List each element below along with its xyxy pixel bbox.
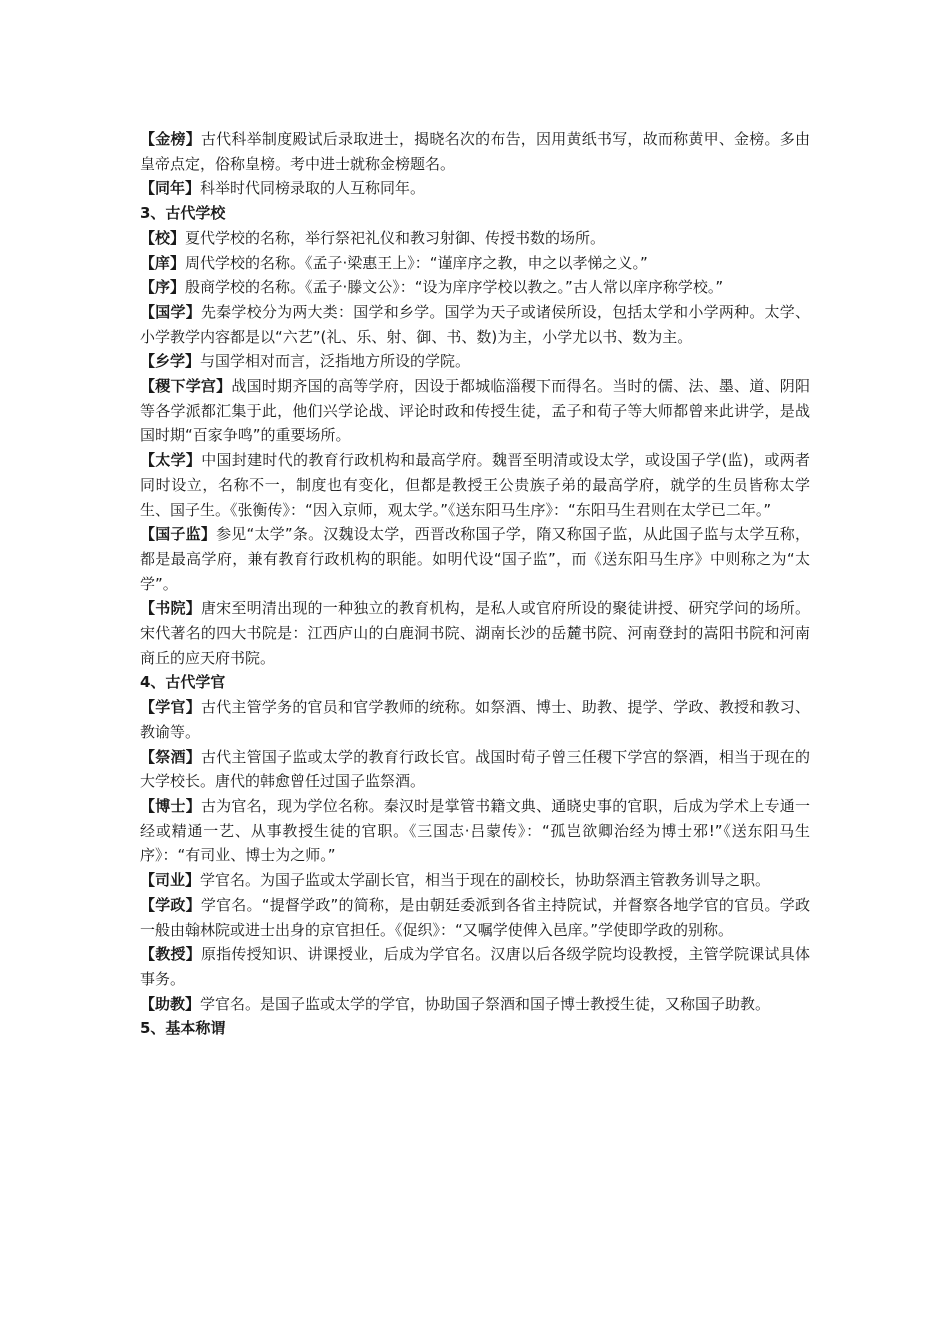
entry-term: 【乡学】 bbox=[140, 352, 201, 371]
entry-term: 【同年】 bbox=[140, 179, 201, 198]
entry-text: 周代学校的名称。《孟子·梁惠王上》：“谨庠序之教，申之以孝悌之义。” bbox=[185, 253, 648, 272]
entry-term: 【庠】 bbox=[140, 253, 186, 272]
section-heading: 5、基本称谓 bbox=[140, 1019, 226, 1038]
entry-text: 古代科举制度殿试后录取进士，揭晓名次的布告，因用黄纸书写，故而称黄甲、金榜。多由皇帝点定，俗称皇榜。考中进士就称金榜题名。 bbox=[140, 130, 810, 173]
entry-term: 【教授】 bbox=[140, 945, 201, 964]
entry-text: 唐宋至明清出现的一种独立的教育机构，是私人或官府所设的聚徒讲授、研究学问的场所。宋代著名的四大书院是：江西庐山的白鹿洞书院、湖南长沙的岳麓书院、河南登封的嵩阳书院和河南商丘的应天府书院。 bbox=[140, 599, 810, 667]
entry-guozijian bbox=[140, 522, 810, 596]
entry-term: 【序】 bbox=[140, 278, 186, 297]
section-heading: 4、古代学官 bbox=[140, 673, 226, 692]
entry-term: 【司业】 bbox=[140, 871, 201, 890]
entry-text: 学官名。是国子监或太学的学官，协助国子祭酒和国子博士教授生徒，又称国子助教。 bbox=[200, 994, 771, 1013]
section-heading: 3、古代学校 bbox=[140, 204, 226, 223]
entry-jixia bbox=[140, 374, 810, 448]
entry-jinbang bbox=[140, 127, 810, 176]
entry-term: 【学官】 bbox=[140, 698, 201, 717]
entry-zhujiao bbox=[140, 992, 810, 1017]
entry-text: 战国时期齐国的高等学府，因设于都城临淄稷下而得名。当时的儒、法、墨、道、阴阳等各学派都汇集于此，他们兴学论战、评论时政和传授生徒，孟子和荀子等大师都曾来此讲学，是战国时期“百家争鸣”的重要场所。 bbox=[140, 377, 810, 445]
entry-text: 夏代学校的名称，举行祭祀礼仪和教习射御、传授书数的场所。 bbox=[185, 228, 606, 247]
entry-term: 【国子监】 bbox=[140, 525, 217, 544]
entry-text: 殷商学校的名称。《孟子·滕文公》：“设为庠序学校以教之。”古人常以庠序称学校。” bbox=[185, 278, 724, 297]
entry-siye bbox=[140, 868, 810, 893]
entry-term: 【书院】 bbox=[140, 599, 201, 618]
entry-term: 【校】 bbox=[140, 228, 186, 247]
entry-text: 与国学相对而言，泛指地方所设的学院。 bbox=[200, 352, 471, 371]
entry-term: 【金榜】 bbox=[140, 130, 201, 148]
entry-jiaoshou bbox=[140, 942, 810, 991]
entry-text: 中国封建时代的教育行政机构和最高学府。魏晋至明清或设太学，或设国子学(监)，或两者同时设立，名称不一，制度也有变化，但都是教授王公贵族子弟的最高学府，就学的生员皆称太学生、国子生。《张衡传》：“因入京师，观太学。”《送东阳马生序》：“东阳马生君则在太学已二年。” bbox=[140, 451, 810, 519]
entry-jijiu bbox=[140, 745, 810, 794]
entry-term: 【学政】 bbox=[140, 895, 201, 914]
entry-text: 学官名。“提督学政”的简称，是由朝廷委派到各省主持院试，并督察各地学官的官员。学政一般由翰林院或进士出身的京官担任。《促织》：“又嘱学使俾入邑庠。”学使即学政的别称。 bbox=[140, 895, 810, 939]
entry-xuezheng bbox=[140, 893, 810, 942]
entry-xu bbox=[140, 275, 810, 300]
entry-xiangxue bbox=[140, 349, 810, 374]
entry-xiao bbox=[140, 226, 810, 251]
entry-tongnian bbox=[140, 176, 810, 201]
entry-text: 先秦学校分为两大类：国学和乡学。国学为天子或诸侯所设，包括太学和小学两种。太学、小学教学内容都是以“六艺”(礼、乐、射、御、书、数)为主，小学尤以书、数为主。 bbox=[140, 302, 810, 346]
entry-shuyuan bbox=[140, 596, 810, 670]
entry-text: 参见“太学”条。汉魏设太学，西晋改称国子学，隋又称国子监，从此国子监与太学互称，都是最高学府，兼有教育行政机构的职能。如明代设“国子监”，而《送东阳马生序》中则称之为“太学”。 bbox=[140, 525, 810, 593]
entry-guoxue bbox=[140, 300, 810, 349]
entry-text: 古代主管学务的官员和官学教师的统称。如祭酒、博士、助教、提学、学政、教授和教习、教谕等。 bbox=[140, 698, 810, 741]
entry-text: 原指传授知识、讲课授业，后成为学官名。汉唐以后各级学院均设教授，主管学院课试具体事务。 bbox=[140, 945, 810, 988]
entry-term: 【国学】 bbox=[140, 302, 201, 321]
entry-text: 古为官名，现为学位名称。秦汉时是掌管书籍文典、通晓史事的官职，后成为学术上专通一经或精通一艺、从事教授生徒的官职。《三国志·吕蒙传》：“孤岂欲卿治经为博士邪!”《送东阳马生序》：“有司业、博士为之师。” bbox=[140, 796, 810, 865]
entry-text: 古代主管国子监或太学的教育行政长官。战国时荀子曾三任稷下学宫的祭酒，相当于现在的大学校长。唐代的韩愈曾任过国子监祭酒。 bbox=[140, 747, 810, 791]
entry-taixue bbox=[140, 448, 810, 522]
entry-term: 【助教】 bbox=[140, 994, 201, 1013]
entry-term: 【太学】 bbox=[140, 451, 202, 470]
entry-text: 科举时代同榜录取的人互称同年。 bbox=[200, 179, 426, 198]
document-page bbox=[140, 127, 810, 1041]
entry-term: 【稷下学宫】 bbox=[140, 377, 232, 396]
entry-xiang bbox=[140, 251, 810, 276]
entry-term: 【祭酒】 bbox=[140, 747, 201, 766]
entry-text: 学官名。为国子监或太学副长官，相当于现在的副校长，协助祭酒主管教务训导之职。 bbox=[200, 871, 771, 890]
entry-boshi bbox=[140, 794, 810, 868]
entry-term: 【博士】 bbox=[140, 796, 201, 815]
entry-xueguan bbox=[140, 695, 810, 744]
